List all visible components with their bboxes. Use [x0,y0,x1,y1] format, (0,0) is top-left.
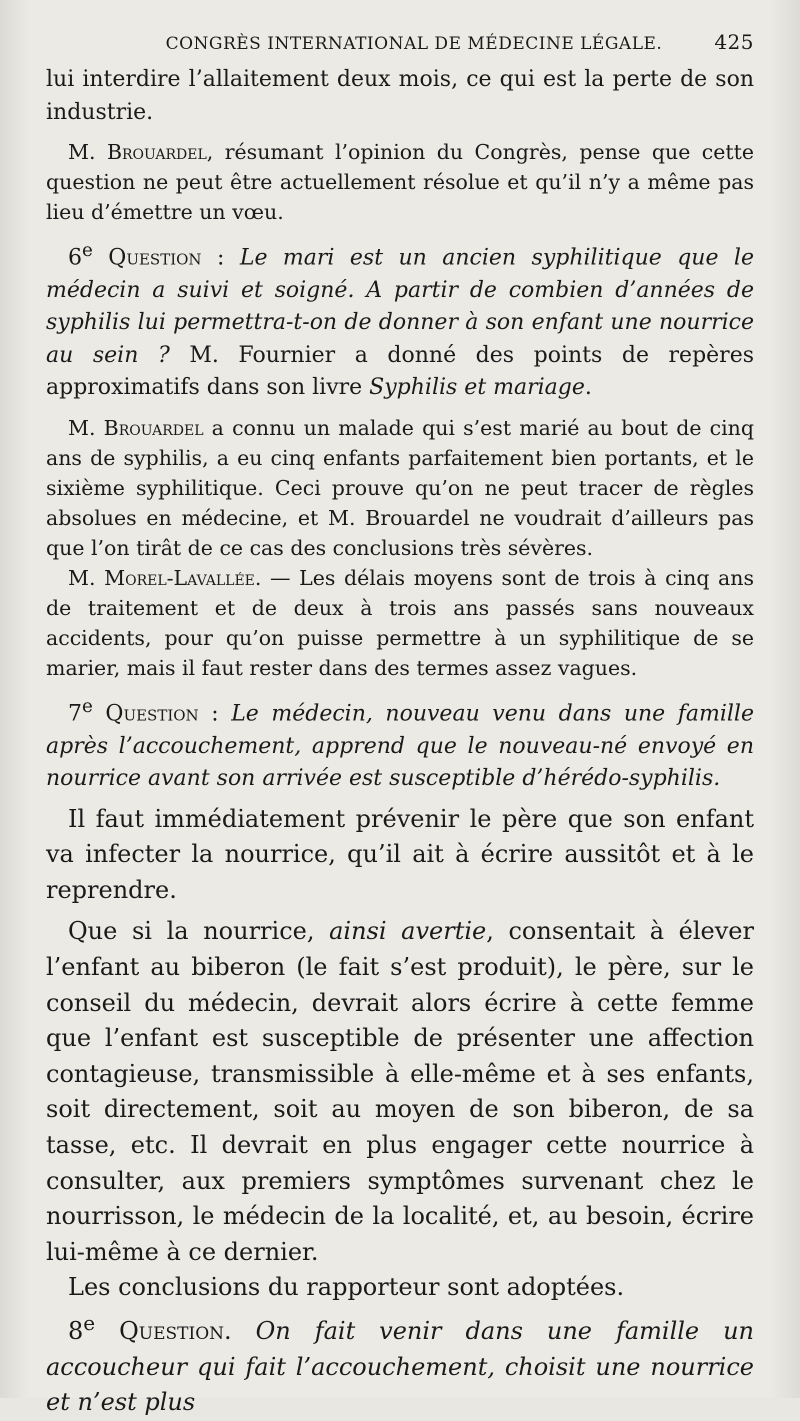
question-separator: : [198,701,232,727]
answer-end: . [584,375,592,401]
question-7 [46,691,754,796]
paragraph-brouardel-2 [46,413,754,563]
question-8 [46,1306,754,1421]
paragraph-text: Que si la nourrice, [68,917,330,946]
running-title: CONGRÈS INTERNATIONAL DE MÉDECINE LÉGALE. [165,34,663,54]
question-6 [46,235,754,405]
answer-text: M. Fournier a donné des points de repères approximatifs dans son livre [46,342,754,401]
question-separator: . [224,1316,256,1345]
question-text: On fait venir dans une famille un accoucheur qui fait l’accouchement, choisit une nourrice et n’est plus [46,1316,754,1417]
paragraph-prevenir-pere [46,802,754,909]
paragraph-text: résumant l’opinion du Congrès, pense que cette question ne peut être actuellement résolue et qu’il n’y a même pas lieu d’émettre un vœu. [46,140,754,224]
running-header [46,30,754,64]
paragraph-continuation [46,64,754,129]
question-number: 7 [68,701,82,727]
question-number: 6 [68,245,82,271]
page-number: 425 [714,30,754,54]
paragraph-text: lui interdire l’allaitement deux mois, ce qui est la perte de son industrie. [46,67,754,125]
speaker-name: M. Brouardel, [68,140,214,164]
paragraph-nourrice-avertie [46,914,754,1270]
paragraph-text: Les conclusions du rapporteur sont adoptées. [68,1273,625,1302]
question-separator: : [201,245,240,271]
question-label: Question [92,245,202,271]
speaker-name: M. Morel-Lavallée. [68,565,262,590]
question-number: 8 [68,1316,84,1345]
speaker-name: M. Brouardel [68,415,204,440]
book-title: Syphilis et mariage [369,375,585,401]
paragraph-text: — Les délais moyens sont de trois à cinq ans de traitement et de deux à trois ans passés sans nouveaux accidents, pour qu’on puisse permettre à un syphilitique de se marier, mais il faut rester dans des termes assez vagues. [46,565,754,680]
ordinal-suffix: e [82,240,93,261]
question-label: Question [95,1316,225,1345]
question-text: Le médecin, nouveau venu dans une famille après l’accouchement, apprend que le nouveau-né envoyé en nourrice avant son arrivée est susceptible d’hérédo-syphilis. [46,701,754,792]
ordinal-suffix: e [82,695,93,717]
paragraph-text: a connu un malade qui s’est marié au bout de cinq ans de syphilis, a eu cinq enfants parfaitement bien portants, et le sixième syphilitique. Ceci prouve qu’on ne peut tracer de règles absolues en médecine, et M. Brouardel ne voudrait d’ailleurs pas que l’on tirât de ce cas des conclusions très sévères. [46,415,754,560]
paragraph-brouardel-1 [46,137,754,227]
paragraph-morel-lavallee [46,563,754,683]
ordinal-suffix: e [83,1310,96,1335]
paragraph-conclusions [46,1270,754,1306]
paragraph-text: , consentait à élever l’enfant au biberon (le fait s’est produit), le père, sur le conseil du médecin, devrait alors écrire à cette femme que l’enfant est susceptible de présenter une affection contagieuse, transmissible à elle-même et à ses enfants, soit directement, soit au moyen de son biberon, de sa tasse, etc. Il devrait en plus engager cette nourrice à consulter, aux premiers symptômes survenant chez le nourrisson, le médecin de la localité, et, au besoin, écrire lui-même à ce dernier. [46,917,754,1266]
question-text: Le mari est un ancien syphilitique que le médecin a suivi et soigné. A partir de combien d’années de syphilis lui permettra-t-on de donner à son enfant une nourrice au sein ? [46,245,754,368]
question-label: Question [92,701,199,727]
paragraph-text: Il faut immédiatement prévenir le père que son enfant va infecter la nourrice, qu’il ait à écrire aussitôt et à le reprendre. [46,804,754,904]
italic-phrase: ainsi avertie [329,917,487,946]
